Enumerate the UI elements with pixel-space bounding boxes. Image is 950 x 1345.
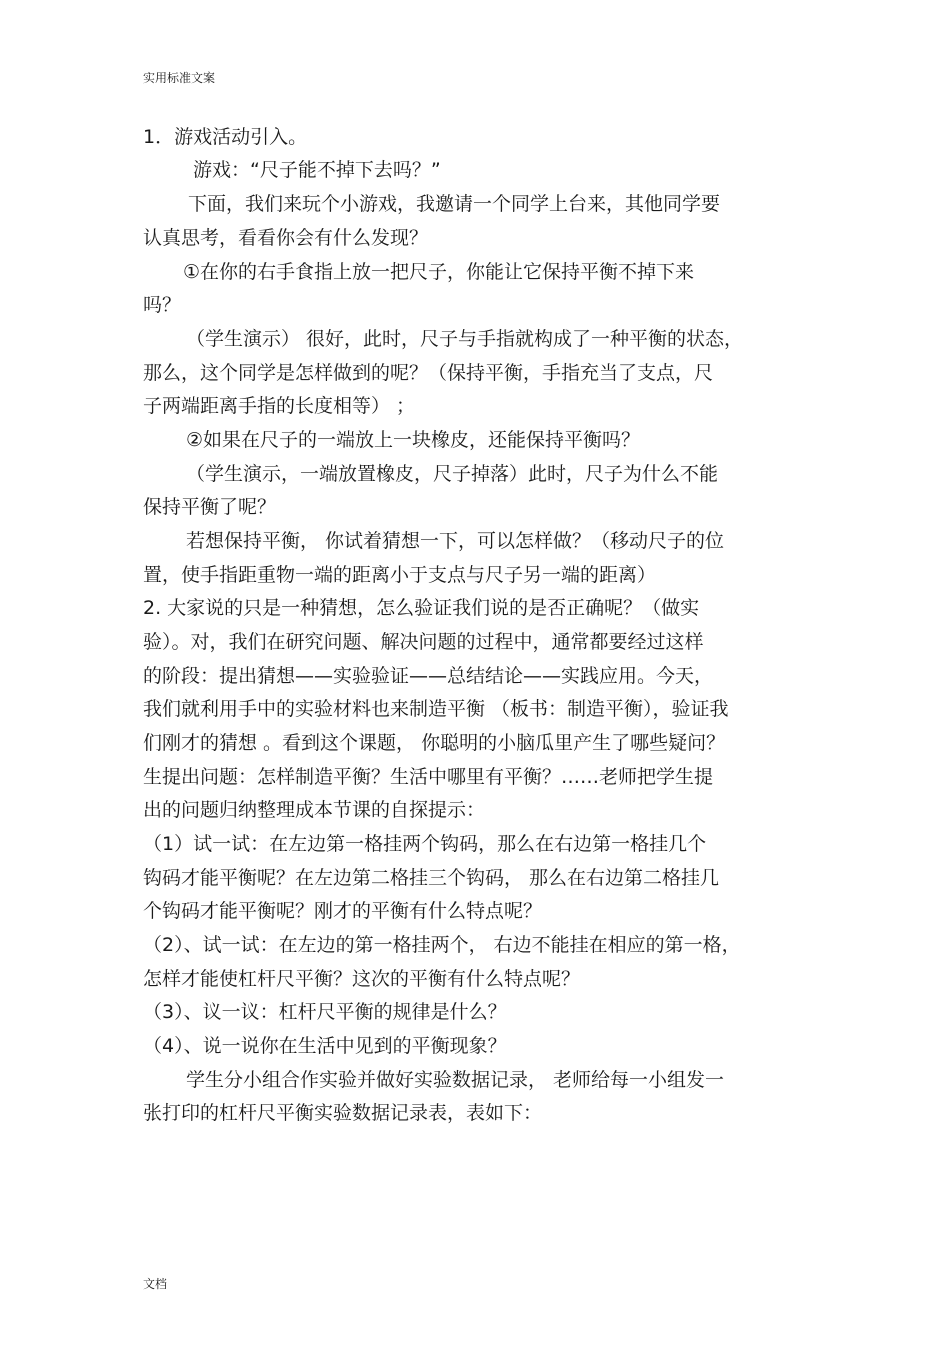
paragraph-line: 验）。对，我们在研究问题、解决问题的过程中，通常都要经过这样: [143, 631, 704, 653]
page-header: 实用标准文案: [143, 71, 216, 85]
paragraph-line: 我们就利用手中的实验材料也来制造平衡 （板书：制造平衡），验证我: [143, 698, 729, 720]
paragraph-line: ②如果在尺子的一端放上一块橡皮，还能保持平衡吗？: [186, 429, 641, 451]
paragraph-line: 若想保持平衡， 你试着猜想一下，可以怎样做？（移动尺子的位: [186, 530, 725, 552]
paragraph-line: 出的问题归纳整理成本节课的自探提示：: [143, 799, 486, 821]
list-item: 怎样才能使杠杆尺平衡？这次的平衡有什么特点呢？: [143, 968, 581, 990]
paragraph-line: 张打印的杠杆尺平衡实验数据记录表，表如下：: [143, 1102, 543, 1124]
list-item: 钩码才能平衡呢？在左边第二格挂三个钩码， 那么在右边第二格挂几: [143, 867, 720, 889]
paragraph-line: 子两端距离手指的长度相等） ；: [143, 395, 416, 417]
list-item: 个钩码才能平衡呢？刚才的平衡有什么特点呢？: [143, 900, 543, 922]
paragraph-line: 的阶段：提出猜想——实验验证——总结结论——实践应用。今天，: [143, 665, 714, 687]
page-footer: 文档: [143, 1277, 168, 1291]
paragraph-line: 那么，这个同学是怎样做到的呢？（保持平衡，手指充当了支点，尺: [143, 362, 714, 384]
paragraph-line: （学生演示） 很好，此时，尺子与手指就构成了一种平衡的状态，: [186, 328, 744, 350]
list-item: （1）试一试：在左边第一格挂两个钩码，那么在右边第一格挂几个: [143, 833, 707, 855]
paragraph-line: 吗？: [143, 294, 182, 316]
paragraph-line: 置，使手指距重物一端的距离小于支点与尺子另一端的距离）: [143, 564, 657, 586]
paragraph-line: 保持平衡了呢？: [143, 496, 277, 518]
paragraph-line: 们刚才的猜想 。看到这个课题， 你聪明的小脑瓜里产生了哪些疑问？: [143, 732, 726, 754]
section-heading-1: 1．游戏活动引入。: [143, 126, 308, 148]
paragraph-line: 学生分小组合作实验并做好实验数据记录， 老师给每一小组发一: [186, 1069, 725, 1091]
list-item: （3）、议一议：杠杆尺平衡的规律是什么？: [143, 1001, 507, 1023]
paragraph-line: 游戏：“尺子能不掉下去吗？”: [193, 159, 441, 181]
paragraph-line: 下面，我们来玩个小游戏，我邀请一个同学上台来，其他同学要: [188, 193, 721, 215]
paragraph-line: 生提出问题：怎样制造平衡？生活中哪里有平衡？……老师把学生提: [143, 766, 714, 788]
paragraph-line: （学生演示，一端放置橡皮，尺子掉落）此时，尺子为什么不能: [186, 463, 719, 485]
list-item: （4）、说一说你在生活中见到的平衡现象？: [143, 1035, 507, 1057]
list-item: （2）、试一试：在左边的第一格挂两个， 右边不能挂在相应的第一格，: [143, 934, 741, 956]
section-heading-2: 2. 大家说的只是一种猜想，怎么验证我们说的是否正确呢？（做实: [143, 597, 700, 619]
paragraph-line: 认真思考，看看你会有什么发现？: [143, 227, 429, 249]
paragraph-line: ①在你的右手食指上放一把尺子，你能让它保持平衡不掉下来: [183, 261, 695, 283]
